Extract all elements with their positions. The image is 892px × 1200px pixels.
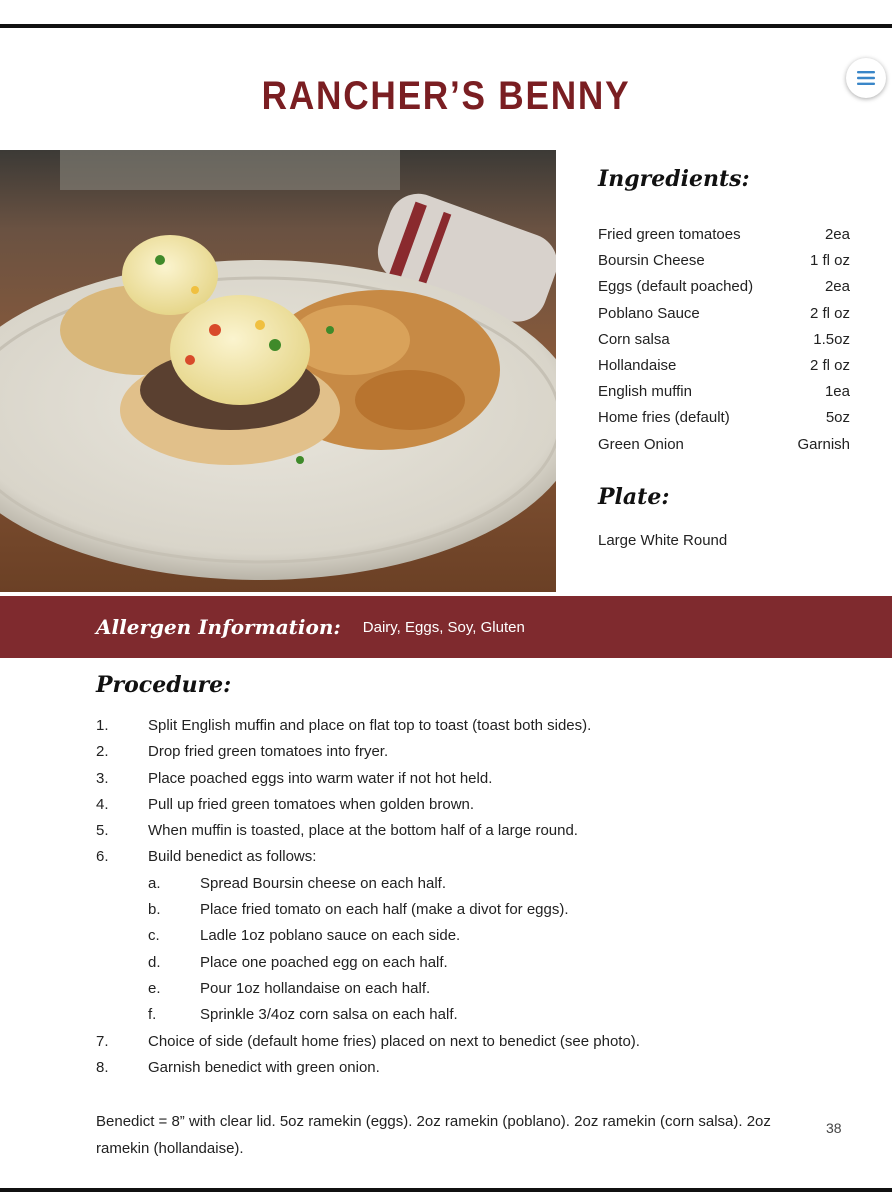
step-number: d. [148, 953, 161, 971]
procedure-substep [96, 950, 796, 976]
ingredient-name: Home fries (default) [598, 409, 730, 427]
step-number: 8. [96, 1058, 109, 1076]
step-text: Split English muffin and place on flat top to toast (toast both sides). [148, 717, 592, 734]
procedure-step [96, 739, 796, 765]
step-number: 1. [96, 717, 109, 734]
allergen-label: Allergen Information: [96, 615, 341, 639]
ingredient-quantity: 2 fl oz [809, 304, 850, 322]
step-text: Place one poached egg on each half. [200, 953, 448, 971]
ingredient-row [598, 353, 850, 379]
ingredient-name: English muffin [598, 383, 692, 401]
recipe-title: RANCHER’S BENNY [261, 74, 631, 118]
ingredient-quantity: 1 fl oz [809, 252, 850, 270]
ingredient-row [598, 379, 850, 405]
step-text: Choice of side (default home fries) placed on next to benedict (see photo). [148, 1032, 640, 1050]
ingredient-row [598, 222, 850, 248]
step-number: 4. [96, 795, 109, 813]
step-text: Drop fried green tomatoes into fryer. [148, 743, 389, 761]
allergen-value: Dairy, Eggs, Soy, Gluten [362, 618, 525, 636]
ingredient-name: Fried green tomatoes [598, 226, 741, 243]
ingredient-row [598, 248, 850, 274]
step-number: 5. [96, 822, 109, 840]
procedure-substep [96, 976, 796, 1002]
plate-value: Large White Round [598, 532, 728, 549]
ingredient-name: Corn salsa [598, 330, 670, 348]
procedure-step [96, 818, 796, 844]
ingredient-quantity: 1ea [824, 383, 850, 401]
procedure-substep [96, 1002, 796, 1028]
procedure-substep [96, 897, 796, 923]
ingredient-row [598, 274, 850, 300]
step-number: 7. [96, 1032, 109, 1050]
bottom-border [0, 1188, 892, 1192]
ingredient-quantity: 1.5oz [813, 330, 850, 348]
step-number: 6. [96, 848, 109, 866]
procedure-step [96, 1055, 796, 1081]
ingredients-heading: Ingredients: [598, 166, 750, 192]
procedure-step [96, 766, 796, 792]
procedure-step [96, 792, 796, 818]
ingredient-quantity: Garnish [797, 435, 850, 453]
step-text: Pull up fried green tomatoes when golden brown. [148, 795, 475, 813]
ingredient-row [598, 301, 850, 327]
ingredient-name: Poblano Sauce [598, 304, 700, 322]
ingredient-name: Hollandaise [598, 356, 677, 374]
step-number: a. [148, 874, 161, 892]
ingredient-row [598, 432, 850, 458]
step-number: b. [148, 901, 161, 919]
step-number: c. [148, 927, 160, 945]
page-number: 38 [826, 1120, 842, 1136]
ingredients-list [598, 222, 850, 458]
procedure-step [96, 713, 796, 739]
ingredient-quantity: 2 fl oz [809, 356, 850, 374]
ingredient-name: Green Onion [598, 435, 684, 453]
step-text: Pour 1oz hollandaise on each half. [200, 979, 431, 997]
step-text: Ladle 1oz poblano sauce on each side. [200, 927, 461, 945]
step-number: 3. [96, 769, 109, 787]
step-text: Place poached eggs into warm water if not hot held. [148, 769, 493, 787]
dish-photo [0, 150, 556, 592]
serving-note: Benedict = 8” with clear lid. 5oz ramekin (eggs). 2oz ramekin (poblano). 2oz ramekin (corn salsa). 2oz ramekin (hollandaise). [96, 1113, 771, 1157]
ingredient-quantity: 5oz [825, 409, 850, 427]
procedure-steps [96, 713, 796, 1081]
ingredient-row [598, 327, 850, 353]
step-text: Build benedict as follows: [148, 848, 317, 866]
step-text: When muffin is toasted, place at the bottom half of a large round. [148, 822, 578, 840]
step-text: Place fried tomato on each half (make a divot for eggs). [200, 901, 569, 919]
step-number: 2. [96, 743, 109, 761]
procedure-step [96, 1029, 796, 1055]
procedure-substep [96, 923, 796, 949]
allergen-band [0, 596, 892, 658]
top-border [0, 24, 892, 28]
ingredient-row [598, 405, 850, 431]
procedure-heading: Procedure: [96, 672, 232, 698]
hamburger-menu-icon [857, 71, 875, 85]
procedure-step [96, 844, 796, 870]
step-number: f. [148, 1006, 157, 1024]
ingredient-name: Boursin Cheese [598, 252, 705, 270]
ingredient-quantity: 2ea [824, 226, 850, 243]
step-text: Garnish benedict with green onion. [148, 1058, 380, 1076]
procedure-substep [96, 871, 796, 897]
step-number: e. [148, 979, 161, 997]
menu-button[interactable] [846, 58, 886, 98]
ingredient-quantity: 2ea [824, 278, 850, 296]
plate-heading: Plate: [598, 484, 670, 510]
ingredient-name: Eggs (default poached) [598, 278, 754, 296]
step-text: Sprinkle 3/4oz corn salsa on each half. [200, 1006, 458, 1024]
step-text: Spread Boursin cheese on each half. [200, 874, 446, 892]
